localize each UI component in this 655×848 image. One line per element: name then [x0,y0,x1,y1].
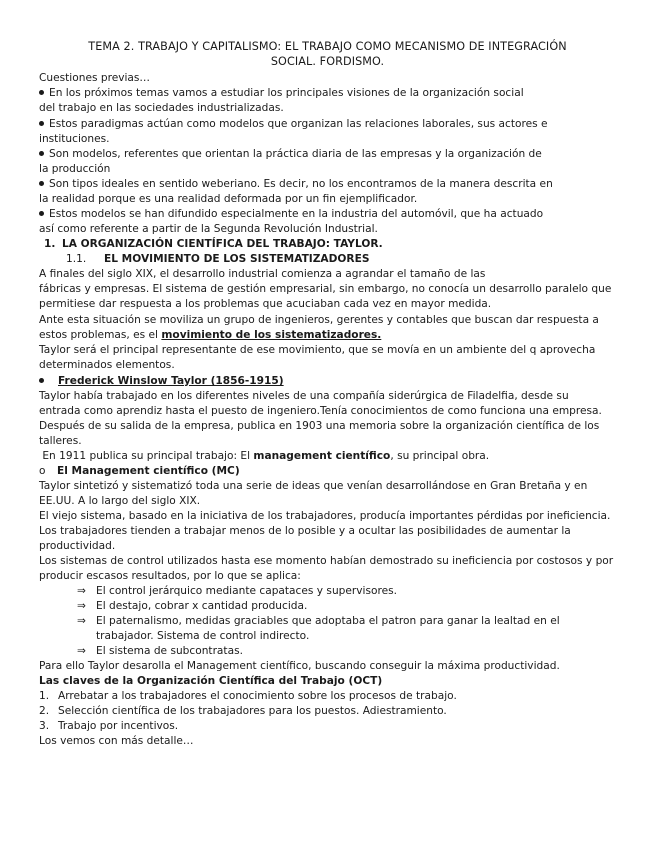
arrow-item-4 [77,644,243,659]
intro-bullet-4-cont: la realidad porque es una realidad deformada por un fin ejemplificador. [39,193,418,205]
bullet-dot-icon [39,151,44,156]
bullet-text: Estos paradigmas actúan como modelos que organizan las relaciones laborales, sus actores e [49,118,548,130]
section-title: LA ORGANIZACIÓN CIENTÍFICA DEL TRABAJO: TAYLOR. [62,238,383,250]
para1-line1: A finales del siglo XIX, el desarrollo industrial comienza a agrandar el tamaño de las [39,268,486,280]
mc-heading-text: El Management científico (MC) [57,465,240,477]
arrow-item-text: El control jerárquico mediante capataces y supervisores. [96,585,397,597]
intro-bullet-5 [39,207,543,222]
title-line-1: TEMA 2. TRABAJO Y CAPITALISMO: EL TRABAJO COMO MECANISMO DE INTEGRACIÓN [88,40,567,53]
para1-line3: permitiese dar respuesta a los problemas que acuciaban cada vez en mayor medida. [39,298,492,310]
section-number: 1. [44,238,56,250]
para5 [39,449,489,464]
para6-line1: Taylor sintetizó y sistematizó toda una serie de ideas que venían desarrollándose en Gran Bretaña y en [39,480,588,492]
para7-line3: productividad. [39,540,116,552]
para7-line1: El viejo sistema, basado en la iniciativa de los trabajadores, producía importantes pérdidas por ineficiencia. [39,510,611,522]
key-item-2 [39,704,447,719]
intro-bullet-3-cont: la producción [39,163,111,175]
double-arrow-icon: ⇒ [77,585,86,597]
para5-text-end: , su principal obra. [390,450,490,462]
key-text: Arrebatar a los trabajadores el conocimiento sobre los procesos de trabajo. [58,690,457,702]
para3-line2: determinados elementos. [39,359,175,371]
arrow-item-3 [77,614,560,629]
subsection-number: 1.1. [66,253,87,265]
arrow-item-2 [77,599,307,614]
para2-text: estos problemas, es el [39,329,162,341]
title-line-2: SOCIAL. FORDISMO. [270,55,385,68]
intro-bullet-1-cont: del trabajo en las sociedades industrializadas. [39,102,284,114]
sistematizadores-term: movimiento de los sistematizadores. [161,329,382,341]
key-number: 2. [39,705,50,717]
arrow-item-text: El paternalismo, medidas graciables que adoptaba el patron para ganar la lealtad en el [96,615,560,627]
bullet-text: Son tipos ideales en sentido weberiano. Es decir, no los encontramos de la manera descrita en [49,178,553,190]
closing-line: Los vemos con más detalle… [39,735,194,747]
para1-line2: fábricas y empresas. El sistema de gestión empresarial, sin embargo, no conocía un desarrollo paralelo que [39,283,612,295]
key-item-3 [39,719,178,734]
bullet-text: Son modelos, referentes que orientan la práctica diaria de las empresas y la organización de [49,148,542,160]
para4-line4: talleres. [39,435,82,447]
intro-bullet-1 [39,86,524,101]
taylor-heading [39,374,284,389]
key-text: Trabajo por incentivos. [58,720,179,732]
bullet-dot-icon [39,181,44,186]
management-term: management científico [253,450,391,462]
para4-line1: Taylor había trabajado en los diferentes niveles de una compañía siderúrgica de Filadelfia, desde su [39,390,569,402]
para7-line2: Los trabajadores tienden a trabajar menos de lo posible y a ocultar las posibilidades de aumentar la [39,525,571,537]
bullet-dot-icon [39,121,44,126]
taylor-heading-text: Frederick Winslow Taylor (1856-1915) [58,375,284,387]
para8-line2: producir escasos resultados, por lo que se aplica: [39,570,301,582]
double-arrow-icon: ⇒ [77,645,86,657]
subsection-1-1-heading [66,252,369,267]
arrow-item-text: El sistema de subcontratas. [96,645,243,657]
bullet-text: Estos modelos se han difundido especialmente en la industria del automóvil, que ha actuado [49,208,544,220]
keys-heading: Las claves de la Organización Científica del Trabajo (OCT) [39,675,383,687]
para5-text: En 1911 publica su principal trabajo: El [39,450,254,462]
bullet-dot-icon [39,211,44,216]
para9: Para ello Taylor desarolla el Management científico, buscando conseguir la máxima productividad. [39,660,560,672]
para8-line1: Los sistemas de control utilizados hasta ese momento habían demostrado su ineficiencia por costosos y por [39,555,614,567]
para2-line1: Ante esta situación se moviliza un grupo de ingenieros, gerentes y contables que buscan dar respuesta a [39,314,599,326]
intro-bullet-2-cont: instituciones. [39,133,110,145]
para6-line2: EE.UU. A lo largo del siglo XIX. [39,495,201,507]
intro-bullet-4 [39,177,553,192]
key-item-1 [39,689,457,704]
key-text: Selección científica de los trabajadores para los puestos. Adiestramiento. [58,705,447,717]
para4-line3: Después de su salida de la empresa, publica en 1903 una memoria sobre la organización científica de los [39,420,600,432]
double-arrow-icon: ⇒ [77,615,86,627]
arrow-item-text: El destajo, cobrar x cantidad producida. [96,600,308,612]
bullet-dot-icon [39,374,58,389]
intro-bullet-5-cont: así como referente a partir de la Segunda Revolución Industrial. [39,223,378,235]
double-arrow-icon: ⇒ [77,600,86,612]
circle-bullet-icon: o [39,465,46,477]
key-number: 1. [39,690,50,702]
subsection-title: EL MOVIMIENTO DE LOS SISTEMATIZADORES [104,253,370,265]
mc-heading [39,464,240,479]
para3-line1: Taylor será el principal representante de ese movimiento, que se movía en un ambiente del q aprovecha [39,344,596,356]
para4-line2: entrada como aprendiz hasta el puesto de ingeniero.Tenía conocimientos de como funciona una empresa. [39,405,602,417]
bullet-text: En los próximos temas vamos a estudiar los principales visiones de la organización social [49,87,524,99]
bullet-dot-icon [39,90,44,95]
key-number: 3. [39,720,50,732]
para2-line2 [39,328,381,343]
document-title [40,39,615,69]
arrow-item-3-cont: trabajador. Sistema de control indirecto. [96,630,310,642]
arrow-item-1 [77,584,397,599]
section-1-heading [44,237,383,252]
intro-heading: Cuestiones previas… [39,72,151,84]
intro-bullet-3 [39,147,542,162]
intro-bullet-2 [39,117,548,132]
